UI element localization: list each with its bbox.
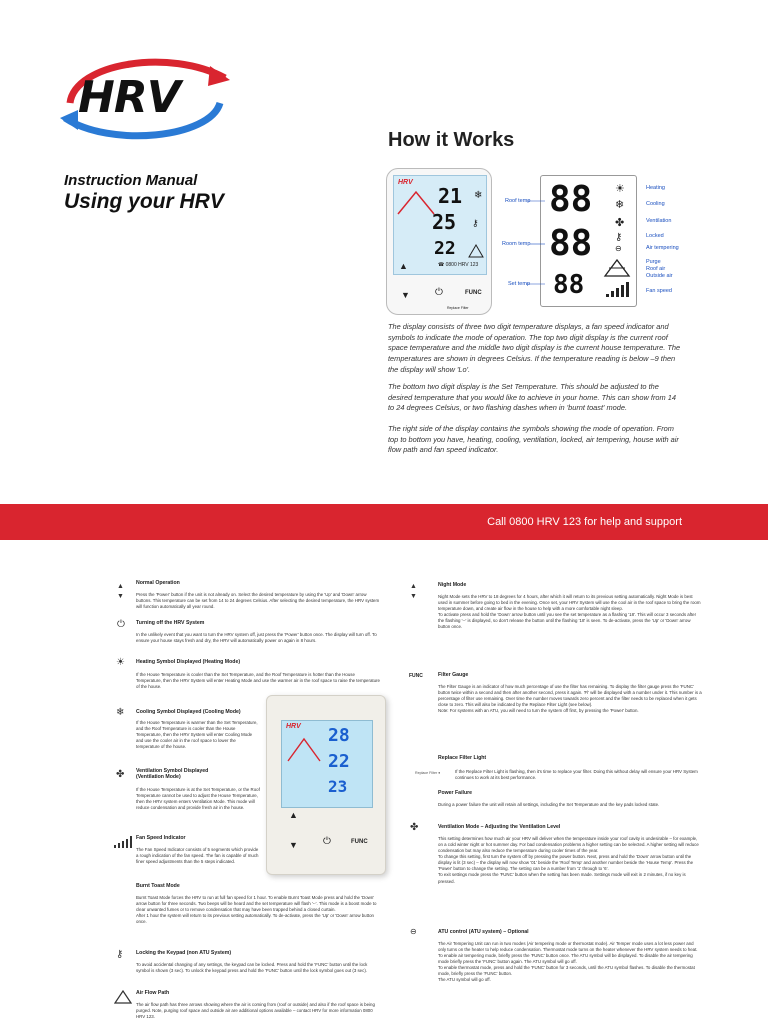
label-outside-air: Outside air (646, 273, 673, 279)
room-digits: 88 (549, 223, 593, 264)
wall-unit-temp-1: 28 (328, 725, 350, 746)
up-down-arrows-icon: ▲ ▼ (410, 583, 417, 600)
wall-up-button[interactable]: ▲ (289, 810, 298, 820)
thermostat-illustration (386, 168, 492, 315)
up-down-arrows-icon: ▲ ▼ (117, 583, 124, 600)
label-roof-temp: Roof temp (505, 198, 531, 204)
section-body-atu: The Air Tempering Unit can run in two modes (Air tempering mode or thermostat mode). Air Temper mode uses a lot less power and only turns on the heater to help reduce condensation. Thermostat mode turns on the heater whenever the HRV system needs to heat. To enable air tempering mode, briefly press the 'FUNC' button once. The ATU symbol will be displayed. To disable the air tempering mode briefly press the 'FUNC' button again. The ATU symbol will go off. To enable thermostat mode, press and hold the 'FUNC' button for 3 seconds, until the ATU symbol flashes. To disable the thermostat mode, briefly press the 'FUNC' button. The ATU symbol will go off. (438, 941, 698, 983)
label-fan-speed: Fan speed (646, 288, 672, 294)
section-title-night-mode: Night Mode (438, 582, 467, 588)
wall-unit-temp-2: 22 (328, 751, 350, 772)
label-locked: Locked (646, 233, 664, 239)
thermostat-lcd (393, 175, 487, 275)
house-airflow-icon (603, 256, 631, 278)
fan-icon: ✤ (410, 822, 419, 833)
display-diagram (540, 175, 637, 307)
section-body-locking: To avoid accidental changing of any settings, the keypad can be locked. Press and hold the 'FUNC' button until the lock symbol is shown (3 sec). To unlock the keypad press and hold the 'FUNC' button until the lock symbol goes out (3 sec). (136, 962, 368, 974)
up-button[interactable]: ▲ (399, 261, 408, 271)
replace-filter-icon: Replace Filter ● (415, 771, 441, 775)
label-air-tempering: Air tempering (646, 245, 679, 251)
manual-subtitle: Instruction Manual (64, 172, 198, 189)
sun-icon: ☀ (116, 657, 125, 668)
section-title-heating: Heating Symbol Displayed (Heating Mode) (136, 659, 241, 665)
section-title-locking: Locking the Keypad (non ATU System) (136, 950, 232, 956)
func-icon: FUNC (409, 673, 423, 679)
label-purge: Purge (646, 259, 661, 265)
house-icon (114, 988, 132, 1004)
section-title-normal-operation: Normal Operation (136, 580, 180, 586)
section-body-fan-speed: The Fan Speed Indicator consists of 5 segments which provide a rough indication of the fan speed. The fan is capable of much finer speed adjustments than the 5 steps indicated. (136, 847, 259, 865)
label-roof-air: Roof air (646, 266, 666, 272)
set-digits: 88 (553, 270, 585, 300)
section-body-heating: If the House Temperature is cooler than the Set Temperature, and the Roof Temperature is hotter than the House Temperature, then the HRV System will enter Heating Mode and use the warmer air in the roof space to raise the temperature of the house. (136, 672, 380, 690)
fan-icon: ✤ (615, 217, 625, 229)
phone-label: ☎ 0800 HRV 123 (438, 262, 479, 268)
section-title-cooling: Cooling Symbol Displayed (Cooling Mode) (136, 709, 241, 715)
logo-text: HRV (78, 72, 180, 123)
wall-unit-temp-3: 23 (328, 777, 348, 796)
air-tempering-icon: ⊖ (615, 244, 622, 253)
wall-unit-photo (266, 695, 386, 875)
key-icon: ⚷ (472, 218, 479, 228)
wall-down-button[interactable]: ▼ (289, 840, 298, 850)
section-body-cooling: If the House Temperature is warmer than the Set Temperature, and the Roof Temperature is cooler than the House Temperature, then the HRV System will enter Cooling Mode and use the cooler air in the roof space to lower the temperature of the house. (136, 720, 258, 750)
label-set-temp: Set temp (508, 281, 531, 287)
snowflake-icon: ❄ (474, 190, 483, 201)
section-body-night-mode: Night Mode sets the HRV to 18 degrees for 4 hours, after which it will return to its previous setting automatically. Night Mode is best used in summer before going to bed in the evening. Once set, your HRV System will use the cool air in the roof space to bring the room temperature down, and create air flow in the house to help with a more comfortable night sleep. To activate press and hold the 'Down' arrow button until you see the set temperature as a flashing '18'. This will occur 3 seconds after the flashing '--' is displayed, so don't release the button until the flashing '18' is seen. To de-activate, press the 'Up' or 'Down' arrow button once. (438, 594, 701, 630)
power-button[interactable]: ⏻ (435, 287, 443, 298)
roof-temp-display: 21 (438, 184, 463, 208)
house-airflow-icon (468, 242, 484, 258)
label-room-temp: Room temp (502, 241, 531, 247)
manual-title: Using your HRV (64, 190, 224, 213)
section-title-atu: ATU control (ATU system) – Optional (438, 929, 529, 935)
house-outline-icon (286, 735, 322, 763)
section-body-replace-filter: If the Replace Filter Light is flashing, then it's time to replace your filter. Doing this without delay will ensure your HRV System continues to work at its best performance. (455, 769, 698, 781)
section-title-filter-gauge: Filter Gauge (438, 672, 469, 678)
section-body-ventilation: If the House Temperature is at the Set Temperature, or the Roof Temperature cannot be used to adjust the House Temperature, then the HRV system enters Ventilation Mode. This mode will reduce condensation and provide fresh air in the house. (136, 787, 260, 811)
section-title-burnt-toast: Burnt Toast Mode (136, 883, 180, 889)
label-ventilation: Ventilation (646, 218, 672, 224)
fan-speed-icon (114, 836, 132, 848)
section-title-replace-filter: Replace Filter Light (438, 755, 487, 761)
section-title-power-failure: Power Failure (438, 790, 473, 796)
func-button[interactable]: FUNC (465, 290, 482, 296)
section-title: How it Works (388, 129, 515, 151)
key-icon: ⚷ (116, 949, 124, 960)
paragraph-symbols: The right side of the display contains the symbols showing the mode of operation. From top to bottom you have, heating, cooling, ventilation, locked, air tempering, house with air flow path and fan speed indicator. (388, 424, 679, 455)
section-body-filter-gauge: The Filter Gauge is an indicator of how much percentage of use the filter has remaining. To display the filter gauge press the 'FUNC' button twice within a second and then after another second, press it again. 'Fl' will be displayed with a number under it. This number is a percentage of filter use remaining. Over time the number moves towards zero percent and the filter needs to be replaced when it gets close to zero. This will also be indicated by the Replace Filter Light (see below). Note: For systems with an ATU, you will need to turn the system off first, by pressing the 'Power' button. (438, 684, 702, 714)
house-temp-display: 25 (432, 210, 457, 234)
power-icon: ⏻ (117, 619, 125, 630)
wall-unit-lcd (281, 720, 373, 808)
phone-number: 0800 HRV 123 (445, 262, 479, 268)
label-cooling: Cooling (646, 201, 665, 207)
fan-speed-icon (605, 282, 629, 298)
key-icon: ⚷ (615, 232, 623, 243)
section-body-power-failure: During a power failure the unit will retain all settings, including the Set Temperature and the key pads locked state. (438, 802, 660, 807)
section-body-ventilation-level: This setting determines how much air your HRV will deliver when the temperature inside your roof cavity is undesirable – for example, on a cold winter night or hot summer day. For bad condensation problems a higher setting can be selected. A higher setting will reduce condensation but may also reduce the temperature during cooler times of the year. To change this setting, first turn the system off by pressing the power button. Next, press and hold the 'Down' arrow button until the display is lit (3 sec) – the display will now show '01' beside the 'Roof Temp' and another number beside the 'House Temp'. Press the 'Power' button to change the setting. The setting can be a number from '1' through to '6'. To exit settings mode press the 'FUNC' button when the setting has been made. Settings mode will exit in 2 minutes, if no key is pressed. (438, 836, 699, 884)
section-body-burnt-toast: Burnt Toast Mode forces the HRV to run at full fan speed for 1 hour. To enable Burnt Toast Mode press and hold the 'Down' arrow button for three seconds. Two beeps will be heard and the set temperature will flash '--'. This mode is a boost mode to clear unwanted fumes or to remove condensation that may have been trapped behind a closed curtain. After 1 hour the system will return to its previous setting automatically. To de-activate, press the 'Up' or 'Down' arrow button once. (136, 895, 377, 925)
section-body-normal-operation: Press the 'Power' button if the unit is not already on. Select the desired temperature by using the 'Up' and 'Down' arrow buttons. This temperature can be set from 14 to 24 degrees Celsius. After selecting the desired temperature, the HRV system will function automatically all year round. (136, 592, 380, 610)
section-title-ventilation-level: Ventilation Mode – Adjusting the Ventilation Level (438, 824, 561, 830)
section-title-fan-speed: Fan Speed Indicator (136, 835, 186, 841)
support-text: Call 0800 HRV 123 for help and support (487, 516, 682, 528)
snowflake-icon: ❄ (615, 199, 625, 211)
section-title-turning-off: Turning off the HRV System (136, 620, 205, 626)
fan-icon: ✤ (116, 769, 125, 780)
snowflake-icon: ❄ (116, 707, 125, 718)
wall-power-button[interactable]: ⏻ (323, 836, 331, 847)
section-title-ventilation: Ventilation Symbol Displayed (Ventilation Mode) (136, 768, 209, 780)
hrv-logo (50, 48, 240, 148)
support-bar (0, 504, 768, 540)
label-heating: Heating (646, 185, 665, 191)
leader-lines (500, 190, 545, 290)
down-button[interactable]: ▼ (401, 290, 410, 300)
atu-icon: ⊖ (410, 927, 417, 936)
section-body-air-flow: The air flow path has three arrows showing where the air is coming from (roof or outside) and also if the roof space is being purged. Note, purging roof space and outside air are additional options available – contact HRV for more information 0800 HRV 123. (136, 1002, 375, 1020)
mini-logo: HRV (398, 179, 413, 186)
wall-func-button[interactable]: FUNC (351, 839, 368, 845)
replace-filter-label: Replace Filter (447, 306, 469, 310)
section-title-air-flow: Air Flow Path (136, 990, 170, 996)
section-body-turning-off: In the unlikely event that you want to turn the HRV system off, just press the 'Power' button once. The display will turn off. To ensure your house stays fresh and dry, the HRV will automatically power on again in 8 hours. (136, 632, 377, 644)
sun-icon: ☀ (615, 183, 625, 195)
roof-digits: 88 (549, 179, 593, 220)
wall-unit-logo: HRV (286, 723, 301, 730)
paragraph-set-temp: The bottom two digit display is the Set Temperature. This should be adjusted to the desired temperature that you would like to achieve in your home. This can show from 14 to 24 degrees Celsius, or two flashing dashes when in 'burnt toast' mode. (388, 382, 676, 413)
set-temp-display: 22 (434, 238, 456, 259)
paragraph-display: The display consists of three two digit temperature displays, a fan speed indicator and symbols to indicate the mode of operation. The top two digit display is the current roof space temperature and the middle two digit display is the current house temperature. The temperatures are shown in degrees Celsius. If the temperature reading is below –9 then the display will show 'Lo'. (388, 322, 681, 374)
house-outline-icon (396, 186, 436, 216)
